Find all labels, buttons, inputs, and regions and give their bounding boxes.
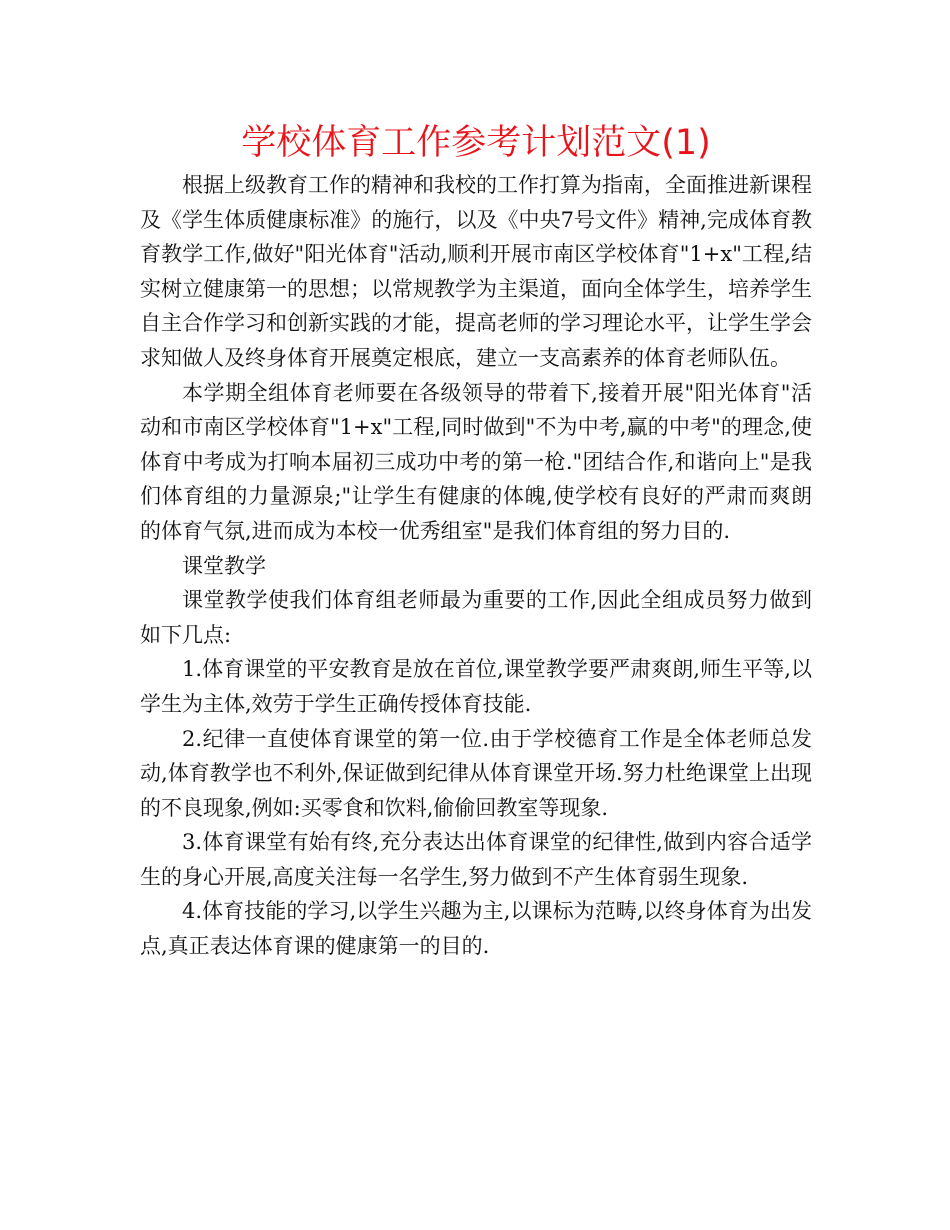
paragraph-semester-goals: 本学期全组体育老师要在各级领导的带着下,接着开展"阳光体育"活动和市南区学校体育"1+x"工程,同时做到"不为中考,赢的中考"的理念,使体育中考成为打响本届初三成功中考的第一枪."团结合作,和谐向上"是我们体育组的力量源泉;"让学生有健康的体魄,使学校有良好的严肃而爽朗的体育气氛,进而成为本校一优秀组室"是我们体育组的努力目的. — [140, 380, 812, 543]
document-title: 学校体育工作参考计划范文(1) — [241, 123, 711, 163]
list-item-4: 4.体育技能的学习,以学生兴趣为主,以课标为范畴,以终身体育为出发点,真正表达体育课的健康第一的目的. — [140, 899, 812, 959]
paragraph-intro: 根据上级教育工作的精神和我校的工作打算为指南，全面推进新课程及《学生体质健康标准》的施行，以及《中央7号文件》精神,完成体育教育教学工作,做好"阳光体育"活动,顺利开展市南区学校体育"1+x"工程,结实树立健康第一的思想；以常规教学为主渠道，面向全体学生，培养学生自主合作学习和创新实践的才能，提高老师的学习理论水平，让学生学会求知做人及终身体育开展奠定根底，建立一支高素养的体育老师队伍。 — [140, 173, 812, 370]
list-item-2: 2.纪律一直使体育课堂的第一位.由于学校德育工作是全体老师总发动,体育教学也不利外,保证做到纪律从体育课堂开场.努力杜绝课堂上出现的不良现象,例如:买零食和饮料,偷偷回教室等现象. — [140, 726, 812, 820]
section-heading-classroom: 课堂教学 — [182, 553, 266, 578]
list-item-1: 1.体育课堂的平安教育是放在首位,课堂教学要严肃爽朗,师生平等,以学生为主体,效劳于学生正确传授体育技能. — [140, 657, 812, 716]
document-page — [140, 118, 812, 964]
paragraph-classroom-intro: 课堂教学使我们体育组老师最为重要的工作,因此全组成员努力做到如下几点: — [140, 588, 812, 647]
list-item-3: 3.体育课堂有始有终,充分表达出体育课堂的纪律性,做到内容合适学生的身心开展,高度关注每一名学生,努力做到不产生体育弱生现象. — [140, 830, 812, 889]
